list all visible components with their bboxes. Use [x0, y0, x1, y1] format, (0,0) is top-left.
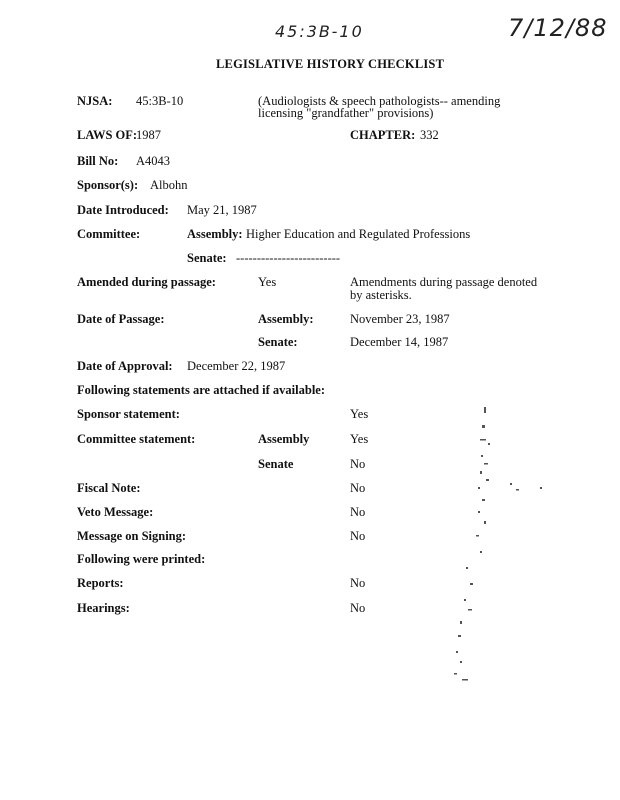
amended-note-line2: by asterisks. — [350, 288, 412, 302]
approval-value: December 22, 1987 — [187, 359, 286, 373]
njsa-description-line1: (Audiologists & speech pathologists-- amending — [258, 94, 501, 108]
amended-note-line1: Amendments during passage denoted — [350, 275, 538, 289]
sponsor-statement-label: Sponsor statement: — [77, 407, 180, 421]
committee-senate-label: Senate: — [187, 251, 227, 265]
date-introduced-label: Date Introduced: — [77, 203, 169, 217]
njsa-description-line2: licensing "grandfather" provisions) — [258, 106, 434, 120]
committee-statement-assembly-value: Yes — [350, 432, 369, 446]
committee-label: Committee: — [77, 227, 141, 241]
signing-message-label: Message on Signing: — [77, 529, 187, 543]
veto-message-label: Veto Message: — [77, 505, 154, 519]
passage-assembly-label: Assembly: — [258, 312, 314, 326]
njsa-value: 45:3B-10 — [136, 94, 184, 108]
njsa-label: NJSA: — [77, 94, 113, 108]
committee-statement-assembly-label: Assembly — [258, 432, 310, 446]
passage-label: Date of Passage: — [77, 312, 165, 326]
chapter-label: CHAPTER: — [350, 128, 416, 142]
document-title: LEGISLATIVE HISTORY CHECKLIST — [216, 57, 445, 71]
committee-senate-value: ------------------------- — [236, 251, 341, 265]
committee-statement-senate-label: Senate — [258, 457, 294, 471]
laws-of-value: 1987 — [136, 128, 161, 142]
approval-label: Date of Approval: — [77, 359, 173, 373]
reports-label: Reports: — [77, 576, 124, 590]
chapter-value: 332 — [420, 128, 439, 142]
laws-of-label: LAWS OF: — [77, 128, 138, 142]
reports-value: No — [350, 576, 366, 590]
sponsor-value: Albohn — [150, 178, 188, 192]
passage-assembly-value: November 23, 1987 — [350, 312, 450, 326]
amended-value: Yes — [258, 275, 277, 289]
sponsor-label: Sponsor(s): — [77, 178, 139, 192]
bill-no-label: Bill No: — [77, 154, 119, 168]
amended-label: Amended during passage: — [77, 275, 216, 289]
committee-assembly-label: Assembly: — [187, 227, 243, 241]
hearings-value: No — [350, 601, 366, 615]
scan-specks — [440, 395, 560, 695]
bill-no-value: A4043 — [136, 154, 171, 168]
veto-message-value: No — [350, 505, 366, 519]
handwritten-file-number: 45:3B-10 — [275, 22, 364, 41]
date-introduced-value: May 21, 1987 — [187, 203, 257, 217]
fiscal-note-value: No — [350, 481, 366, 495]
passage-senate-label: Senate: — [258, 335, 298, 349]
committee-assembly-value: Higher Education and Regulated Professions — [246, 227, 471, 241]
committee-statement-senate-value: No — [350, 457, 366, 471]
handwritten-date: 7/12/88 — [508, 14, 608, 42]
signing-message-value: No — [350, 529, 366, 543]
committee-statement-label: Committee statement: — [77, 432, 196, 446]
sponsor-statement-value: Yes — [350, 407, 369, 421]
printed-heading: Following were printed: — [77, 552, 206, 566]
fiscal-note-label: Fiscal Note: — [77, 481, 141, 495]
passage-senate-value: December 14, 1987 — [350, 335, 449, 349]
hearings-label: Hearings: — [77, 601, 130, 615]
statements-heading: Following statements are attached if available: — [77, 383, 325, 397]
